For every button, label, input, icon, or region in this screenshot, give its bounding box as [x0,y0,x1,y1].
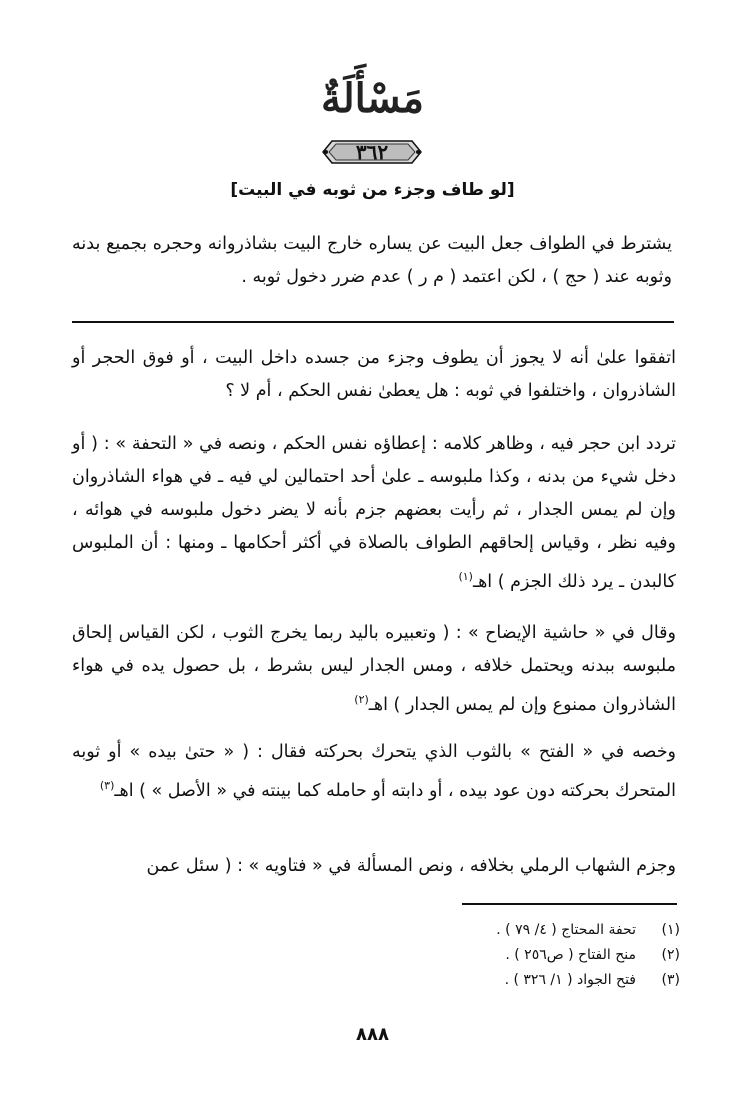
paragraph-4 [72,736,676,808]
section-heading: مَسْأَلَةٌ [321,75,424,122]
footnote-ref-3: (٣) [99,779,115,792]
issue-title: [لو طاف وجزء من ثوبه في البيت] [230,180,515,200]
paragraph-2 [72,428,676,599]
footnotes [300,918,680,993]
footnote-text: فتح الجواد ( ١/ ٣٢٦ ) . [504,972,636,988]
issue-statement: يشترط في الطواف جعل البيت عن يساره خارج البيت بشاذروانه وحجره بجميع بدنه وثوبه عند ( حج ) ، لكن اعتمد ( م ر ) عدم ضرر دخول ثوبه . [72,234,672,287]
paragraph-4-text: وخصه في « الفتح » بالثوب الذي يتحرك بحركته فقال : ( « حتىٰ بيده » أو ثوبه المتحرك بحركته دون عود بيده ، أو دابته أو حامله كما بينته في « الأصل » ) اهـ [72,742,676,801]
footnote-item [300,968,680,993]
footnote-number: (١) [661,922,680,938]
footnote-number: (٣) [661,972,680,988]
footnote-item [300,918,680,943]
paragraph-2-text: تردد ابن حجر فيه ، وظاهر كلامه : إعطاؤه نفس الحكم ، ونصه في « التحفة » : ( أو دخل شيء من بدنه ، وكذا ملبوسه ـ علىٰ أحد احتمالين لي فيه ـ في هواء الشاذروان وإن لم يمس الجدار ، ثم رأيت بعضهم جزم بأنه لا يضر دخول ملبوسه في هوائه ، وفيه نظر ، وقياس إلحاقهم الطواف بالصلاة في أكثر أحكامها ـ ومنها : أن الملبوس كالبدن ـ يرد ذلك الجزم ) اهـ [72,434,676,592]
footnote-divider [462,903,677,905]
page-number: ٨٨٨ [356,1024,389,1045]
footnote-ref-2: (٢) [354,693,369,706]
issue-number-badge [322,139,422,165]
footnote-item [300,943,680,968]
footnote-ref-1: (١) [458,570,473,583]
paragraph-3 [72,617,676,722]
divider [72,321,674,323]
paragraph-3-text: وقال في « حاشية الإيضاح » : ( وتعبيره باليد ربما يخرج الثوب ، لكن القياس إلحاق ملبوسه ببدنه ويحتمل خلافه ، ومس الجدار ليس بشرط ، بل حصول يده في هواء الشاذروان ممنوع وإن لم يمس الجدار ) اهـ [72,623,676,715]
paragraph-1: اتفقوا علىٰ أنه لا يجوز أن يطوف وجزء من جسده داخل البيت ، أو فوق الحجر أو الشاذروان ، واختلفوا في ثوبه : هل يعطىٰ نفس الحكم ، أم لا ؟ [72,348,676,401]
issue-number: ٣٦٢ [355,140,389,164]
footnote-text: منح الفتاح ( ص٢٥٦ ) . [505,947,636,963]
paragraph-5: وجزم الشهاب الرملي بخلافه ، ونص المسألة في « فتاويه » : ( سئل عمن [146,856,676,876]
footnote-text: تحفة المحتاج ( ٤/ ٧٩ ) . [496,922,636,938]
footnote-number: (٢) [661,947,680,963]
